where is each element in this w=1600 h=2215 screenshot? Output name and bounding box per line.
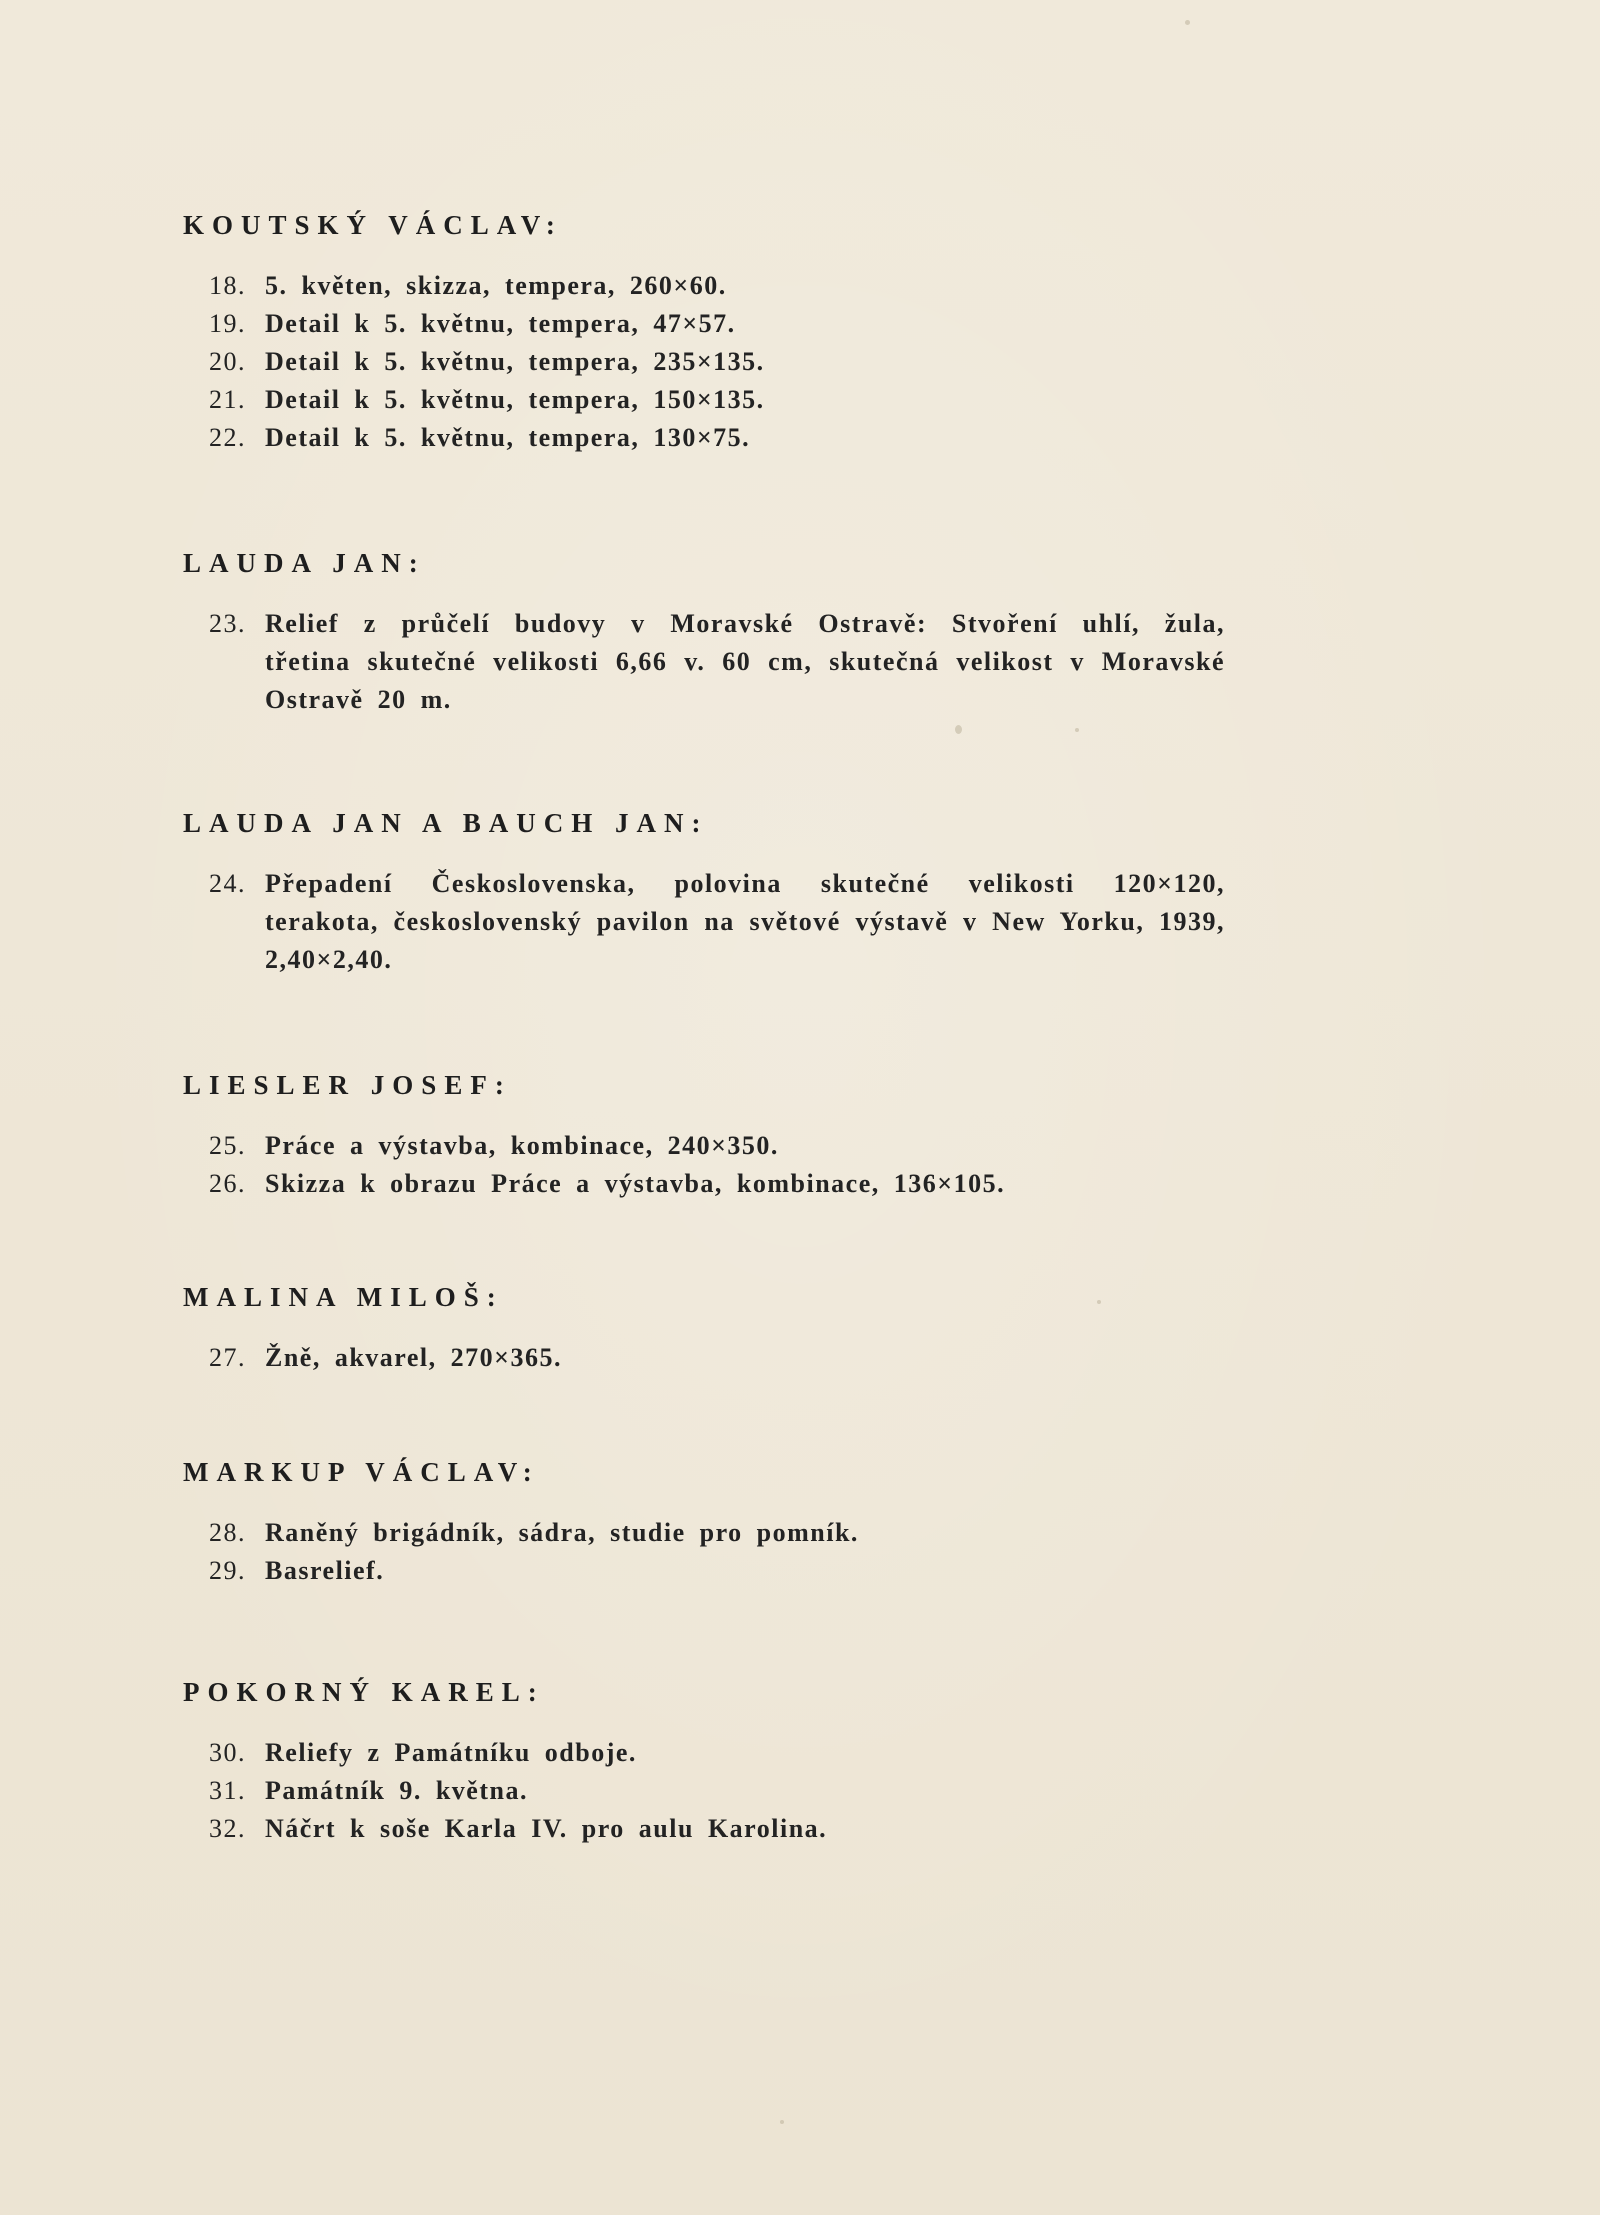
list-item — [209, 605, 1225, 719]
list-item — [209, 1339, 562, 1377]
item-text: Detail k 5. květnu, tempera, 47×57. — [265, 309, 736, 338]
list-item — [209, 1165, 1005, 1203]
item-number: 32. — [209, 1814, 246, 1843]
artist-heading: LAUDA JAN: — [183, 548, 426, 578]
item-text: Detail k 5. květnu, tempera, 130×75. — [265, 423, 751, 452]
list-item — [209, 267, 765, 305]
item-text: Raněný brigádník, sádra, studie pro pomník. — [265, 1518, 859, 1547]
artist-section-lauda — [183, 543, 1225, 719]
artist-heading: LAUDA JAN A BAUCH JAN: — [183, 808, 709, 838]
item-number: 27. — [209, 1343, 246, 1372]
artwork-list — [183, 865, 1225, 979]
item-text: Práce a výstavba, kombinace, 240×350. — [265, 1131, 779, 1160]
item-text: Náčrt k soše Karla IV. pro aulu Karolina. — [265, 1814, 828, 1843]
list-item — [209, 419, 765, 457]
item-number: 20. — [209, 347, 246, 376]
paper-speck — [1185, 20, 1190, 25]
list-item — [209, 343, 765, 381]
item-number: 30. — [209, 1738, 246, 1767]
artist-heading: LIESLER JOSEF: — [183, 1070, 512, 1100]
item-text: Relief z průčelí budovy v Moravské Ostravě: Stvoření uhlí, žula, třetina skutečné velikosti 6,66 v. 60 cm, skutečná velikost v Moravské Ostravě 20 m. — [265, 609, 1225, 714]
artwork-list — [183, 1339, 562, 1377]
item-text: Detail k 5. květnu, tempera, 235×135. — [265, 347, 765, 376]
list-item — [209, 1127, 1005, 1165]
item-number: 29. — [209, 1556, 246, 1585]
paper-speck — [1097, 1300, 1101, 1304]
list-item — [209, 865, 1225, 979]
list-item — [209, 305, 765, 343]
artist-section-koutsky — [183, 205, 765, 457]
list-item — [209, 1772, 827, 1810]
item-text: Reliefy z Památníku odboje. — [265, 1738, 637, 1767]
list-item — [209, 1514, 859, 1552]
artist-section-lauda-bauch — [183, 803, 1225, 979]
item-number: 23. — [209, 609, 246, 638]
item-number: 22. — [209, 423, 246, 452]
item-text: Basrelief. — [265, 1556, 385, 1585]
artwork-list — [183, 1514, 859, 1590]
item-number: 31. — [209, 1776, 246, 1805]
artist-heading: MALINA MILOŠ: — [183, 1282, 504, 1312]
paper-speck — [1075, 728, 1079, 732]
item-number: 21. — [209, 385, 246, 414]
list-item — [209, 1552, 859, 1590]
item-number: 26. — [209, 1169, 246, 1198]
artist-section-liesler — [183, 1065, 1005, 1203]
paper-speck — [780, 2120, 784, 2124]
artist-section-malina — [183, 1277, 562, 1377]
item-text: 5. květen, skizza, tempera, 260×60. — [265, 271, 727, 300]
item-number: 25. — [209, 1131, 246, 1160]
artwork-list — [183, 267, 765, 457]
artwork-list — [183, 605, 1225, 719]
item-text: Přepadení Československa, polovina skutečné velikosti 120×120, terakota, československý pavilon na světové výstavě v New Yorku, 1939, 2,40×2,40. — [265, 869, 1225, 974]
artist-heading: POKORNÝ KAREL: — [183, 1677, 545, 1707]
artist-heading: KOUTSKÝ VÁCLAV: — [183, 210, 563, 240]
item-text: Skizza k obrazu Práce a výstavba, kombinace, 136×105. — [265, 1169, 1006, 1198]
list-item — [209, 1810, 827, 1848]
artist-section-markup — [183, 1452, 859, 1590]
item-text: Detail k 5. květnu, tempera, 150×135. — [265, 385, 765, 414]
item-number: 28. — [209, 1518, 246, 1547]
list-item — [209, 1734, 827, 1772]
paper-speck — [955, 725, 962, 734]
item-number: 18. — [209, 271, 246, 300]
item-text: Žně, akvarel, 270×365. — [265, 1343, 562, 1372]
list-item — [209, 381, 765, 419]
item-number: 19. — [209, 309, 246, 338]
artwork-list — [183, 1127, 1005, 1203]
artist-section-pokorny — [183, 1672, 827, 1848]
item-text: Památník 9. května. — [265, 1776, 528, 1805]
artwork-list — [183, 1734, 827, 1848]
item-number: 24. — [209, 869, 246, 898]
artist-heading: MARKUP VÁCLAV: — [183, 1457, 540, 1487]
